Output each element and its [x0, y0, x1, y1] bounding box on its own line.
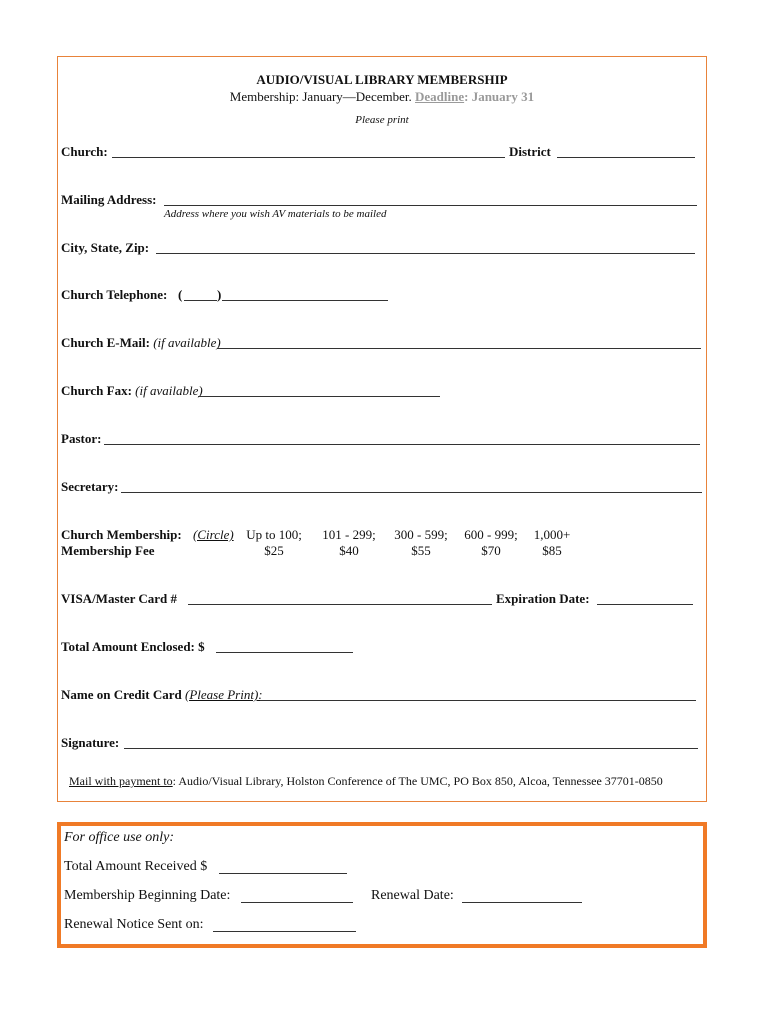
deadline-label: Deadline — [415, 89, 465, 104]
tier-fee: $55 — [411, 543, 431, 558]
church-membership-label: Church Membership: — [61, 527, 182, 542]
membership-period: Membership: January—December. — [229, 89, 412, 104]
name-on-card-input-line[interactable] — [260, 700, 696, 701]
email-optional-note: (if available) — [153, 335, 221, 350]
form-title: AUDIO/VISUAL LIBRARY MEMBERSHIP — [256, 72, 508, 87]
tier-fee: $85 — [542, 543, 562, 558]
name-on-card-note: (Please Print): — [184, 687, 263, 702]
mailing-address-hint: Address where you wish AV materials to be mailed — [164, 208, 387, 220]
tier-fee: $70 — [481, 543, 501, 558]
name-on-card-label: Name on Credit Card (Please Print): — [61, 687, 263, 702]
tier-option[interactable] — [390, 527, 452, 559]
deadline-value: : January 31 — [464, 89, 535, 104]
church-input-line[interactable] — [112, 157, 505, 158]
renewal-notice-label: Renewal Notice Sent on: — [64, 917, 204, 932]
tier-option[interactable] — [528, 527, 576, 559]
church-fax-label: Church Fax: (if available) — [61, 383, 203, 398]
church-email-input-line[interactable] — [217, 348, 701, 349]
tier-fee: $25 — [264, 543, 284, 558]
city-state-zip-input-line[interactable] — [156, 253, 695, 254]
church-email-label: Church E-Mail: (if available) — [61, 335, 221, 350]
mailing-address-label: Mailing Address: — [61, 192, 157, 207]
mail-label: Mail with payment to — [69, 774, 173, 788]
tier-option[interactable] — [318, 527, 380, 559]
membership-beginning-date-label: Membership Beginning Date: — [64, 888, 231, 903]
total-received-input-line[interactable] — [219, 873, 347, 874]
city-state-zip-label: City, State, Zip: — [61, 240, 150, 255]
church-telephone-label: Church Telephone: — [61, 287, 168, 302]
office-use-heading: For office use only: — [64, 830, 175, 845]
pastor-input-line[interactable] — [104, 444, 700, 445]
tier-range: 300 - 599; — [394, 527, 448, 542]
secretary-label: Secretary: — [61, 479, 119, 494]
mailing-address-input-line[interactable] — [164, 205, 697, 206]
membership-fee-label: Membership Fee — [61, 543, 155, 558]
renewal-notice-input-line[interactable] — [213, 931, 356, 932]
please-print-note: Please print — [355, 114, 409, 126]
card-number-input-line[interactable] — [188, 604, 492, 605]
expiration-date-input-line[interactable] — [597, 604, 693, 605]
church-fax-input-line[interactable] — [198, 396, 440, 397]
tier-option[interactable] — [460, 527, 522, 559]
secretary-input-line[interactable] — [121, 492, 702, 493]
expiration-date-label: Expiration Date: — [496, 591, 590, 606]
circle-note: (Circle) — [193, 527, 234, 542]
card-number-label: VISA/Master Card # — [61, 591, 178, 606]
renewal-date-input-line[interactable] — [462, 902, 582, 903]
tier-option[interactable] — [242, 527, 306, 559]
area-code-input-line[interactable] — [184, 300, 217, 301]
signature-label: Signature: — [61, 735, 120, 750]
total-enclosed-label: Total Amount Enclosed: $ — [61, 639, 205, 654]
tier-range: 1,000+ — [533, 527, 571, 542]
signature-input-line[interactable] — [124, 748, 698, 749]
area-code-open-paren: ( — [178, 287, 183, 302]
renewal-date-label: Renewal Date: — [371, 888, 454, 903]
form-subtitle — [57, 89, 707, 105]
area-code-close-paren: ) — [217, 287, 222, 302]
tier-range: 101 - 299; — [322, 527, 376, 542]
telephone-number-input-line[interactable] — [222, 300, 388, 301]
tier-range: Up to 100; — [246, 527, 302, 542]
pastor-label: Pastor: — [61, 431, 102, 446]
fax-optional-note: (if available) — [135, 383, 203, 398]
total-received-label: Total Amount Received $ — [64, 859, 208, 874]
membership-beginning-date-input-line[interactable] — [241, 902, 353, 903]
mailing-instructions — [69, 774, 663, 789]
mail-address: : Audio/Visual Library, Holston Conference of The UMC, PO Box 850, Alcoa, Tennessee 37701-0850 — [172, 774, 663, 788]
tier-range: 600 - 999; — [464, 527, 518, 542]
total-enclosed-input-line[interactable] — [216, 652, 353, 653]
tier-fee: $40 — [339, 543, 359, 558]
church-label: Church: — [61, 144, 108, 159]
district-input-line[interactable] — [557, 157, 695, 158]
district-label: District — [509, 144, 551, 159]
